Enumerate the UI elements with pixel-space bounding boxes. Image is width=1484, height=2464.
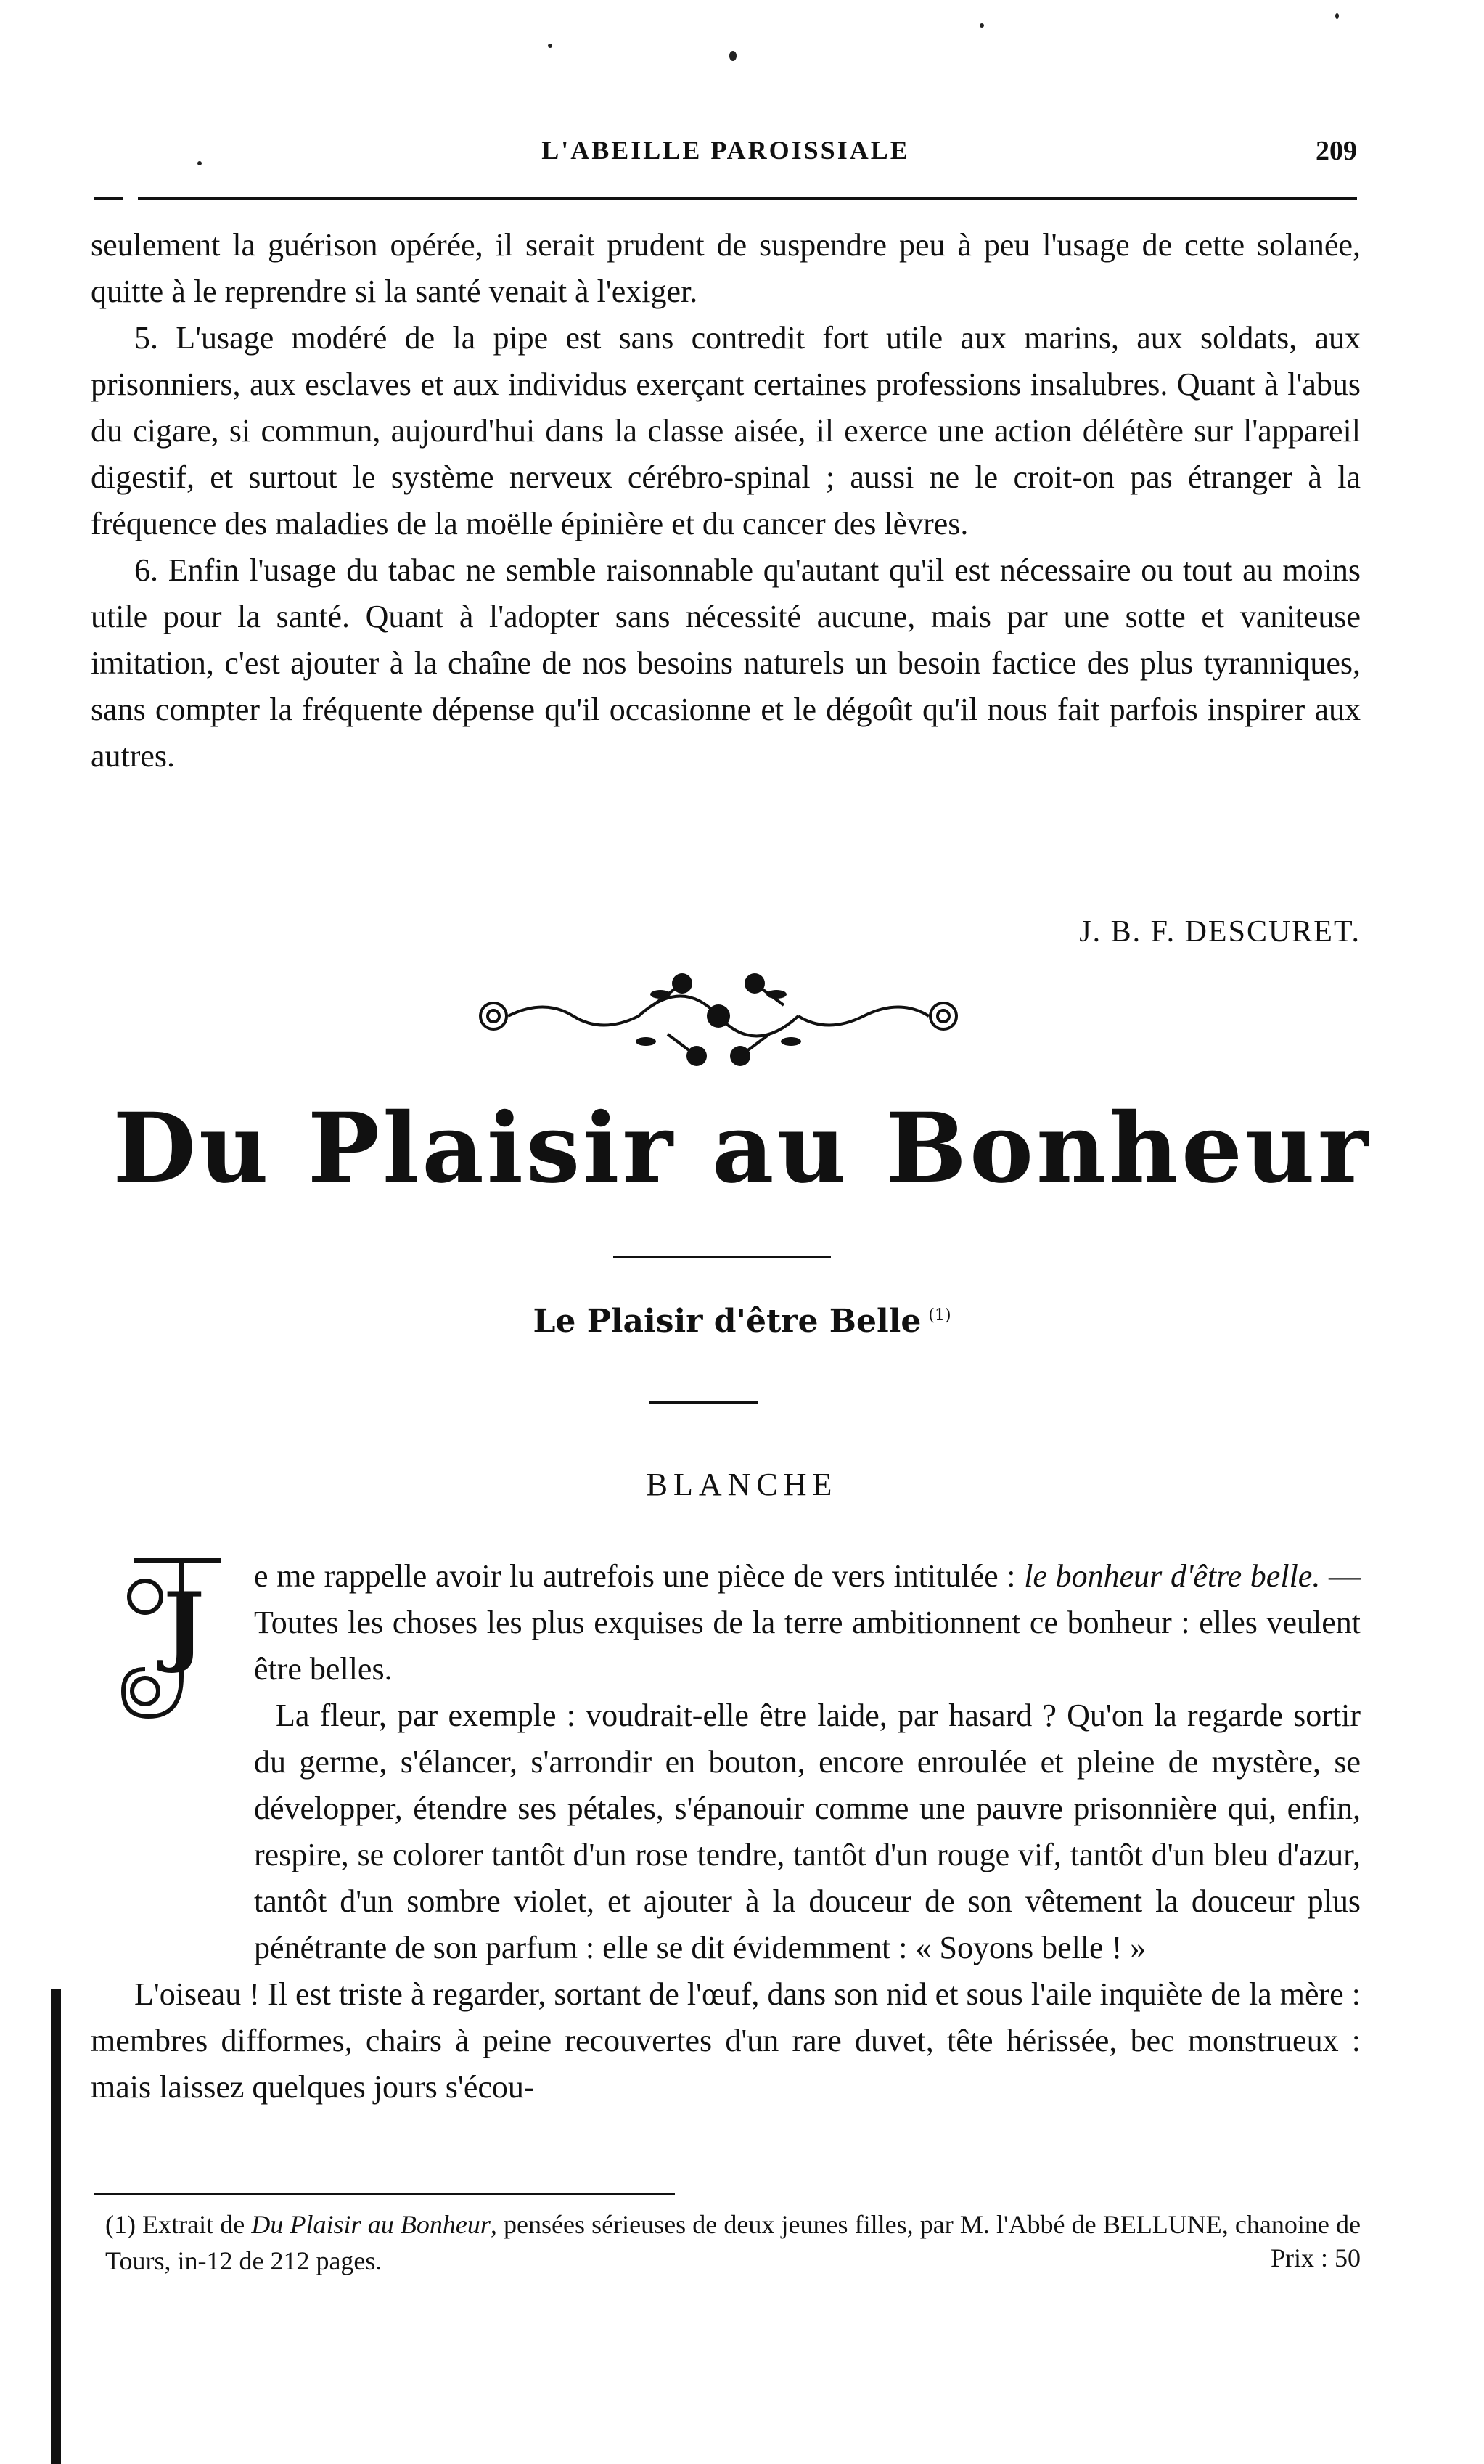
footnote-price: Prix : 50 — [1270, 2243, 1361, 2272]
subtitle-text: Le Plaisir d'être Belle — [533, 1303, 922, 1340]
lead-text-2: — Toutes les choses les plus exquises de la terre ambitionnent ce bonheur : elles veulent être belles. — [254, 1558, 1361, 1687]
continuation-text — [91, 222, 1361, 779]
title-rule — [613, 1256, 831, 1258]
article-subtitle — [0, 1303, 1484, 1340]
footnote — [105, 2206, 1361, 2279]
footnote-rule — [94, 2193, 675, 2195]
floral-ornament-icon — [464, 962, 972, 1071]
ink-speck — [980, 23, 984, 28]
bird-paragraph: L'oiseau ! Il est triste à regarder, sortant de l'œuf, dans son nid et sous l'aile inquiète de la mère : membres difformes, chairs à peine recouvertes d'un rare duvet, tête hérissée, bec monstrueux : mais laissez quelques jours s'écou- — [91, 1976, 1361, 2105]
continuation-paragraph: seulement la guérison opérée, il serait prudent de suspendre peu à peu l'usage de cette solanée, quitte à le reprendre si la santé venait à l'exiger. — [91, 227, 1361, 309]
lead-paragraph — [254, 1553, 1361, 1693]
footnote-text-end: , chanoine de Tours, in-12 de 212 pages. — [105, 2210, 1361, 2275]
lead-text-italic: le bonheur d'être belle. — [1024, 1558, 1321, 1594]
ink-speck — [729, 51, 737, 61]
footnote-ref: (1) — [928, 1306, 951, 1325]
running-header — [94, 135, 1357, 179]
ink-speck — [1335, 13, 1339, 19]
article-title: Du Plaisir au Bonheur — [112, 1092, 1372, 1205]
running-title: L'ABEILLE PAROISSIALE — [541, 136, 910, 165]
footnote-text — [105, 2206, 1361, 2279]
subtitle-rule — [649, 1401, 758, 1404]
footnote-author: BELLUNE — [1102, 2210, 1222, 2239]
author-signature: J. B. F. DESCURET. — [1079, 915, 1361, 949]
footnote-book-title: Du Plaisir au Bonheur — [251, 2210, 491, 2239]
header-rule-left — [94, 197, 123, 200]
dropcap-letter: J — [163, 1573, 205, 1676]
binding-edge — [51, 1989, 61, 2464]
header-rule — [138, 197, 1357, 200]
flower-paragraph: La fleur, par exemple : voudrait-elle être laide, par hasard ? Qu'on la regarde sortir du germe, s'élancer, s'arrondir en bouton, encore enroulée et pleine de mystère, se développer, étendre ses pétales, s'épanouir comme une pauvre prisonnière qui, enfin, respire, se colorer tantôt d'un rose tendre, tantôt d'un rouge vif, tantôt d'un bleu d'azur, tantôt d'un sombre violet, et ajouter à la douceur de son vêtement la douceur plus pénétrante de son parfum : elle se dit évidemment : « Soyons belle ! » — [254, 1698, 1361, 1965]
footnote-mark: (1) Extrait de — [105, 2210, 252, 2239]
ink-speck — [548, 44, 552, 48]
footnote-text-mid: , pensées sérieuses de deux jeunes filles, par M. l'Abbé de — [490, 2210, 1103, 2239]
lead-text-1: e me rappelle avoir lu autrefois une pièce de vers intitulée : — [254, 1558, 1025, 1594]
point-5-paragraph: 5. L'usage modéré de la pipe est sans contredit fort utile aux marins, aux soldats, aux prisonniers, aux esclaves et aux individus exerçant certaines professions insalubres. Quant à l'abus du cigare, si commun, aujourd'hui dans la classe aisée, il exerce une action délétère sur l'appareil digestif, et surtout le système nerveux cérébro-spinal ; aussi ne le croit-on pas étranger à la fréquence des maladies de la moëlle épinière et du cancer des lèvres. — [91, 320, 1361, 541]
page-number: 209 — [1316, 136, 1357, 166]
point-6-paragraph: 6. Enfin l'usage du tabac ne semble raisonnable qu'autant qu'il est nécessaire ou tout au moins utile pour la santé. Quant à l'adopter sans nécessité aucune, mais par une sotte et vaniteuse imitation, c'est ajouter à la chaîne de nos besoins naturels un besoin factice des plus tyranniques, sans compter la fréquente dépense qu'il occasionne et le dégoût qu'il nous fait parfois inspirer aux autres. — [91, 552, 1361, 774]
article-body — [91, 1553, 1361, 2111]
section-heading: BLANCHE — [646, 1467, 838, 1502]
